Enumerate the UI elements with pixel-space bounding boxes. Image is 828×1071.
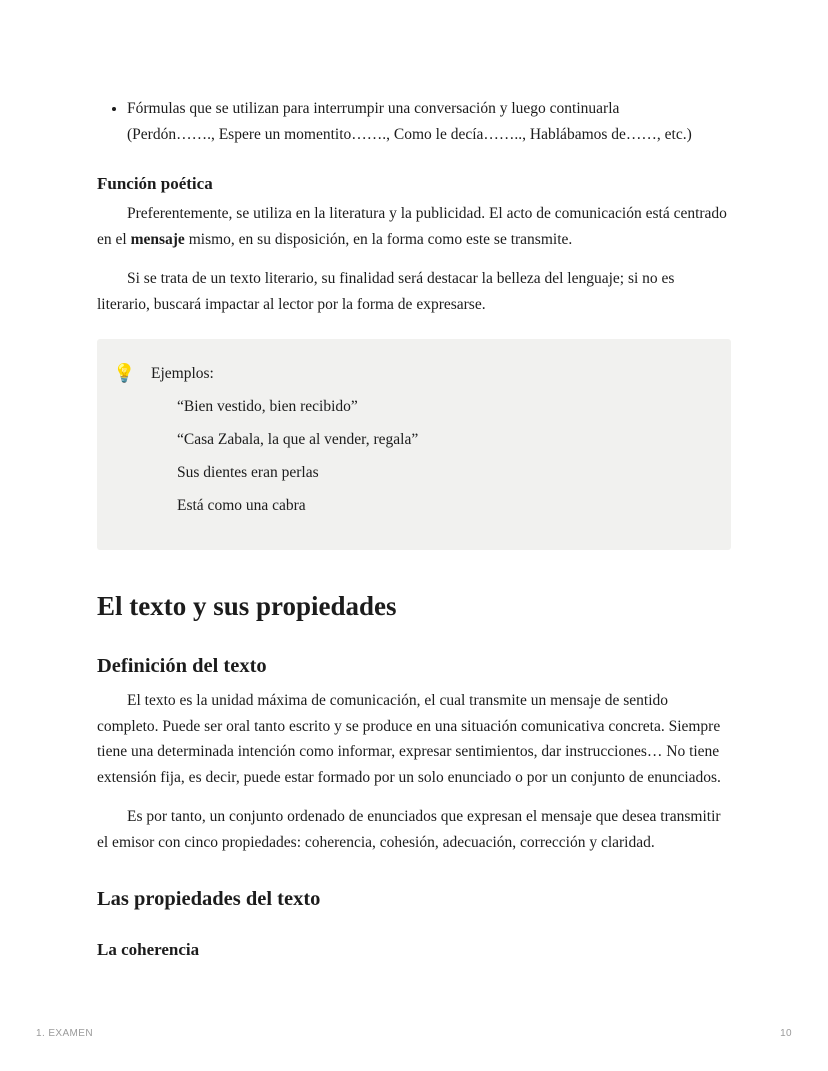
paragraph-funcion-poetica-1 — [97, 201, 731, 252]
page-footer — [36, 1028, 792, 1039]
paragraph-definicion-1: El texto es la unidad máxima de comunicación, el cual transmite un mensaje de sentido completo. Puede ser oral tanto escrito y se produce en una situación comunicativa concreta. Siempre tiene una determinada intención como informar, expresar sentimientos, dar instrucciones… No tiene extensión fija, es decir, puede estar formado por un solo enunciado o por un conjunto de enunciados. — [97, 692, 721, 786]
bold-word-mensaje: mensaje — [130, 230, 185, 248]
examples-callout — [97, 339, 731, 550]
example-item: “Bien vestido, bien recibido” — [177, 398, 358, 416]
callout-header — [113, 361, 715, 386]
paragraph-segment: Preferentemente, se utiliza en la literatura y la publicidad. El acto de comunicación está centrado en el — [97, 205, 727, 248]
lightbulb-icon: 💡 — [113, 363, 136, 385]
list-item-line1: Fórmulas que se utilizan para interrumpir una conversación y luego continuarla — [127, 100, 620, 117]
example-item: Está como una cabra — [177, 497, 306, 515]
callout-label: Ejemplos: — [151, 365, 214, 383]
footer-page-number: 10 — [780, 1028, 792, 1039]
example-item: Sus dientes eran perlas — [177, 464, 319, 482]
paragraph-segment: mismo, en su disposición, en la forma como este se transmite. — [184, 230, 573, 248]
list-item — [127, 96, 731, 147]
heading-funcion-poetica: Función poética — [97, 174, 213, 193]
heading-definicion-del-texto: Definición del texto — [97, 655, 267, 678]
paragraph-definicion-2: Es por tanto, un conjunto ordenado de enunciados que expresan el mensaje que desea transmitir el emisor con cinco propiedades: coherencia, cohesión, adecuación, corrección y claridad. — [97, 808, 721, 851]
example-item: “Casa Zabala, la que al vender, regala” — [177, 431, 419, 449]
heading-la-coherencia: La coherencia — [97, 939, 200, 959]
paragraph-funcion-poetica-2: Si se trata de un texto literario, su finalidad será destacar la belleza del lenguaje; si no es literario, buscará impactar al lector por la forma de expresarse. — [97, 270, 675, 313]
bullet-list — [97, 96, 731, 147]
page-title: El texto y sus propiedades — [97, 591, 397, 622]
callout-example-list — [177, 394, 715, 518]
heading-las-propiedades: Las propiedades del texto — [97, 888, 321, 911]
list-item-line2: (Perdón……., Espere un momentito……., Como le decía…….., Hablábamos de……, etc.) — [127, 125, 692, 143]
footer-section-label: 1. EXAMEN — [36, 1028, 93, 1039]
